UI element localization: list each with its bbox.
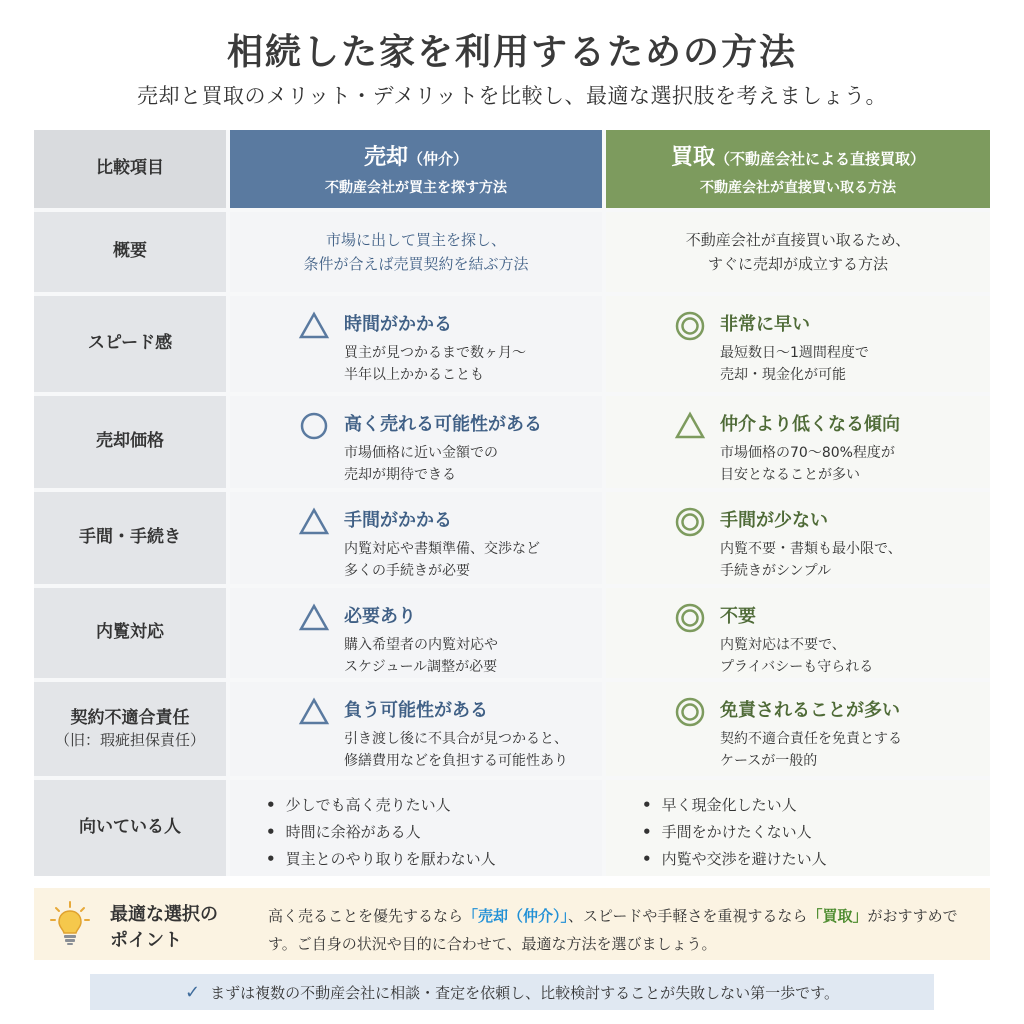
point-text-1: 高く売ることを優先するなら (268, 907, 464, 925)
row-label: 内覧対応 (96, 622, 164, 643)
row-label-cell (34, 780, 226, 876)
row-label-sub: （旧：瑕疵担保責任） (54, 731, 205, 750)
row-sale-cell (230, 396, 602, 488)
row-purchase-cell (606, 682, 990, 776)
row-purchase-title: 非常に早い (720, 314, 810, 335)
header-item-label: 比較項目 (96, 158, 164, 179)
suited-sale-item: • 時間に余裕がある人 (266, 819, 496, 846)
header-sale-desc: 不動産会社が買主を探す方法 (325, 180, 507, 196)
overview-sale: 市場に出して買主を探し、 条件が合えば売買契約を結ぶ方法 (230, 212, 602, 292)
suited-sale-item: • 少しでも高く売りたい人 (266, 792, 496, 819)
double-circle-mark-icon (674, 310, 706, 342)
row-purchase-title: 免責されることが多い (720, 700, 900, 721)
page-subtitle: 売却と買取のメリット・デメリットを比較し、最適な選択肢を考えましょう。 (137, 84, 887, 108)
row-label: 契約不適合責任 (70, 707, 190, 728)
header-purchase (606, 130, 990, 208)
row-sale-desc: 市場価格に近い金額での 売却が期待できる (344, 445, 498, 484)
row-label-overview: 概要 (113, 241, 147, 262)
row-sale-title: 時間がかかる (344, 314, 452, 335)
header-sale (230, 130, 602, 208)
point-label (110, 902, 218, 954)
row-label-cell (34, 588, 226, 678)
double-circle-mark-icon (674, 602, 706, 634)
double-circle-mark-icon (674, 506, 706, 538)
check-icon: ✓ (185, 981, 201, 1003)
comparison-table (34, 130, 990, 876)
header-sale-name: 売却 (363, 145, 408, 170)
suited-purchase-item: • 早く現金化したい人 (642, 792, 827, 819)
point-highlight-purchase: 「買取」 (807, 907, 868, 925)
footer-text: まずは複数の不動産会社に相談・査定を依頼し、比較検討することが失敗しない第一歩です。 (210, 983, 839, 1002)
triangle-mark-icon (674, 410, 706, 442)
row-purchase-title: 手間が少ない (720, 510, 828, 531)
row-sale-title: 手間がかかる (344, 510, 452, 531)
row-purchase-title: 仲介より低くなる傾向 (720, 414, 900, 435)
point-highlight-sale: 「売却（仲介）」 (463, 907, 569, 925)
row-label-cell (34, 682, 226, 776)
suited-purchase-cell (606, 780, 990, 876)
row-purchase-cell (606, 588, 990, 678)
row-sale-title: 負う可能性がある (344, 700, 488, 721)
row-sale-title: 必要あり (344, 606, 416, 627)
circle-mark-icon (298, 410, 330, 442)
page-title: 相続した家を利用するための方法 (226, 31, 797, 73)
suited-purchase-item: • 手間をかけたくない人 (642, 819, 827, 846)
header-purchase-paren: （不動産会社による直接買取） (715, 150, 926, 168)
row-purchase-desc: 内覧不要・書類も最小限で、 手続きがシンプル (720, 541, 902, 580)
suited-sale-cell (230, 780, 602, 876)
row-label-cell (34, 212, 226, 292)
footer-note (90, 974, 934, 1010)
row-sale-desc: 買主が見つかるまで数ヶ月〜 半年以上かかることも (344, 345, 526, 384)
row-sale-cell (230, 296, 602, 392)
suited-purchase-list (642, 792, 827, 873)
double-circle-mark-icon (674, 696, 706, 728)
suited-purchase-item: • 内覧や交渉を避けたい人 (642, 846, 827, 873)
row-sale-title: 高く売れる可能性がある (344, 414, 542, 435)
row-purchase-cell (606, 396, 990, 488)
row-purchase-cell (606, 296, 990, 392)
row-label: 売却価格 (96, 431, 164, 452)
header-item-label-cell (34, 130, 226, 208)
row-sale-cell (230, 588, 602, 678)
triangle-mark-icon (298, 506, 330, 538)
row-purchase-desc: 内覧対応は不要で、 プライバシーも守られる (720, 637, 874, 676)
row-purchase-cell (606, 492, 990, 584)
suited-sale-item: • 買主とのやり取りを厭わない人 (266, 846, 496, 873)
row-label-cell (34, 296, 226, 392)
point-label-line1: 最適な選択の (110, 904, 218, 925)
row-purchase-desc: 市場価格の70〜80%程度が 目安となることが多い (720, 445, 895, 484)
row-purchase-title: 不要 (720, 606, 756, 627)
point-text (268, 902, 978, 958)
point-box (34, 888, 990, 960)
header-sale-paren: （仲介） (408, 150, 469, 168)
row-label-cell (34, 396, 226, 488)
row-sale-desc: 内覧対応や書類準備、交渉など 多くの手続きが必要 (344, 541, 540, 580)
point-text-3: がおすすめです。ご自身の状況や目的に合わせて、最適な方法を選びましょう。 (268, 907, 958, 953)
header-purchase-desc: 不動産会社が直接買い取る方法 (700, 180, 896, 196)
row-sale-cell (230, 492, 602, 584)
row-sale-desc: 引き渡し後に不具合が見つかると、 修繕費用などを負担する可能性あり (344, 731, 568, 770)
row-label: スピード感 (87, 333, 173, 354)
point-label-line2: ポイント (110, 930, 182, 952)
row-purchase-desc: 契約不適合責任を免責とする ケースが一般的 (720, 731, 902, 770)
row-purchase-desc: 最短数日〜1週間程度で 売却・現金化が可能 (720, 345, 869, 384)
header-purchase-name: 買取 (670, 145, 715, 170)
suited-sale-list (266, 792, 496, 873)
triangle-mark-icon (298, 310, 330, 342)
row-sale-desc: 購入希望者の内覧対応や スケジュール調整が必要 (344, 637, 498, 676)
triangle-mark-icon (298, 602, 330, 634)
row-sale-cell (230, 682, 602, 776)
row-label-suited: 向いている人 (79, 817, 181, 838)
overview-purchase: 不動産会社が直接買い取るため、 すぐに売却が成立する方法 (606, 212, 990, 292)
lightbulb-icon (50, 900, 90, 948)
point-text-2: 、スピードや手軽さを重視するなら (568, 907, 808, 925)
triangle-mark-icon (298, 696, 330, 728)
row-label: 手間・手続き (79, 527, 181, 548)
row-label-cell (34, 492, 226, 584)
